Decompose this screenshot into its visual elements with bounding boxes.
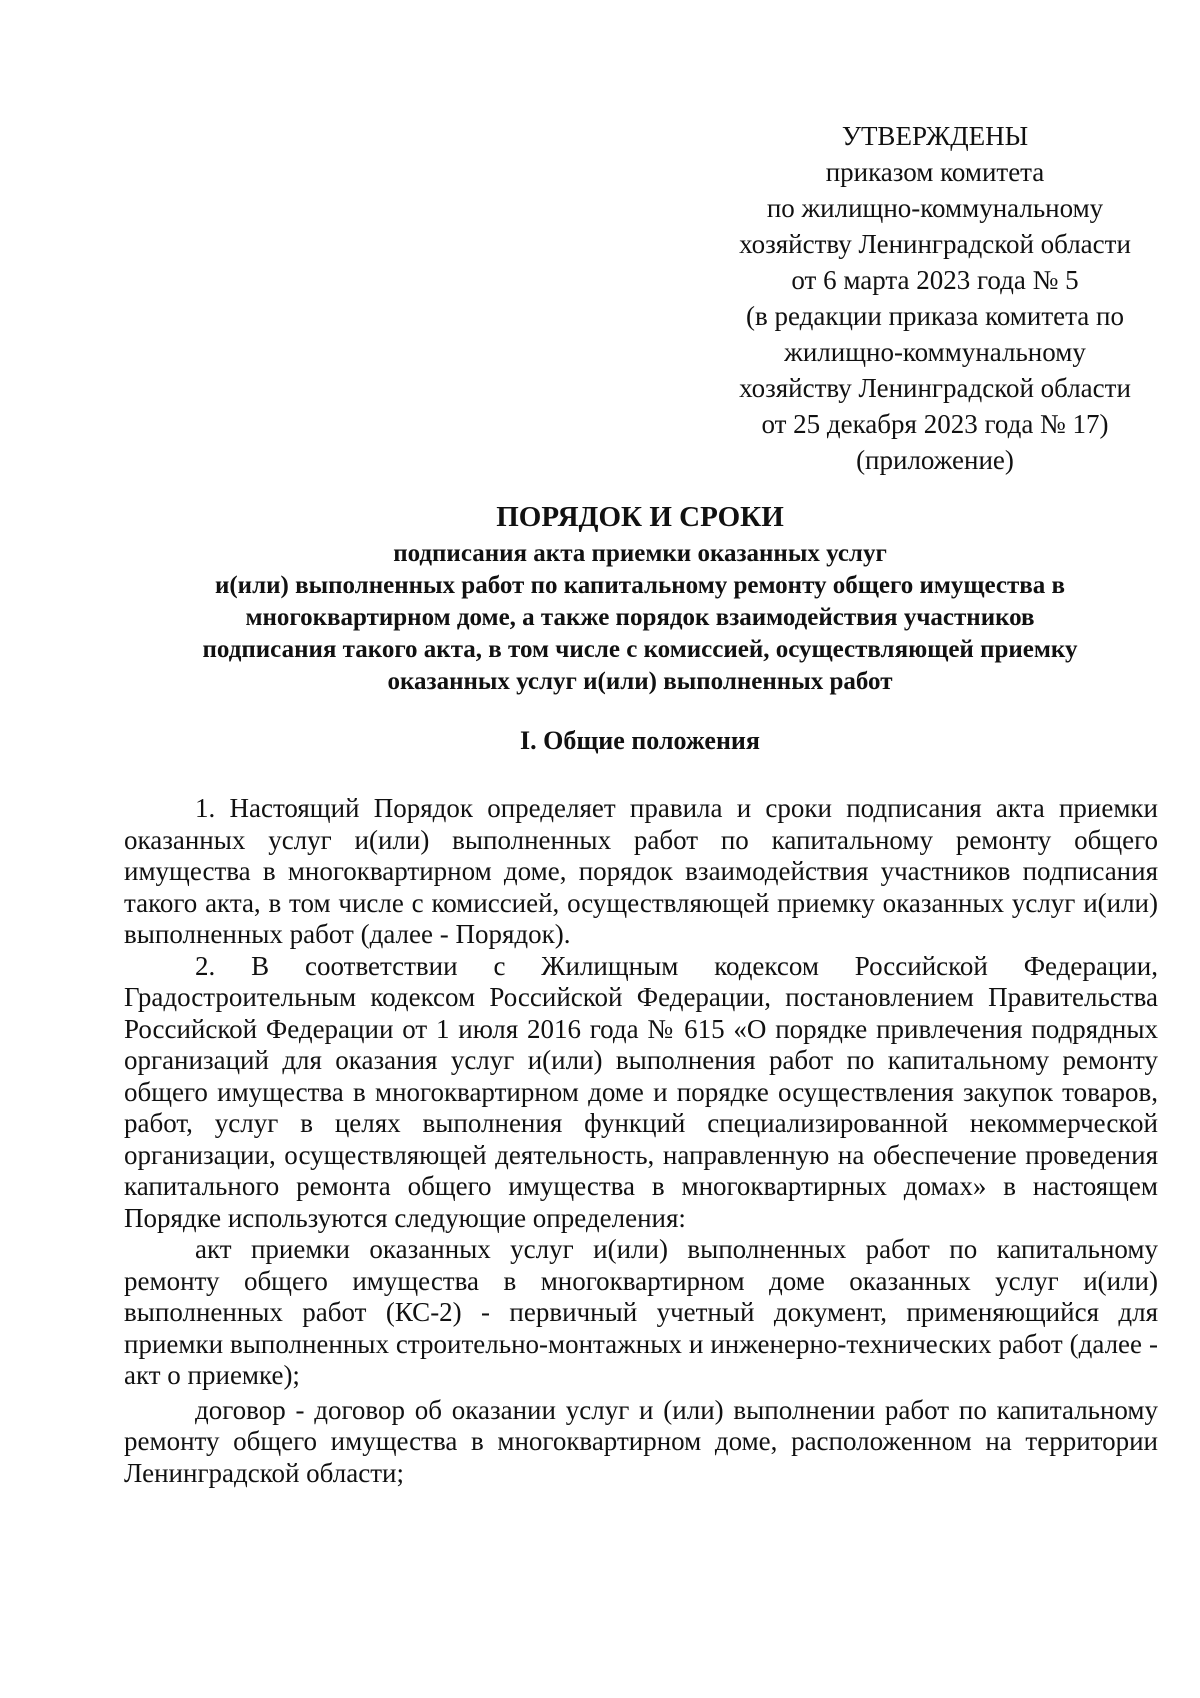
section-heading: I. Общие положения <box>520 726 760 755</box>
approval-line: хозяйству Ленинградской области <box>739 229 1131 259</box>
document-title: ПОРЯДОК И СРОКИ <box>496 501 784 533</box>
approval-line: (приложение) <box>856 445 1014 475</box>
document-body <box>124 793 1158 1489</box>
subtitle-line: и(или) выполненных работ по капитальному ремонту общего имущества в <box>214 572 1066 599</box>
approval-block <box>710 118 1160 478</box>
approval-line: от 25 декабря 2023 года № 17) <box>761 409 1109 439</box>
subtitle-line: оказанных услуг и(или) выполненных работ <box>387 668 893 695</box>
subtitle-line: подписания такого акта, в том числе с комиссией, осуществляющей приемку <box>202 636 1078 663</box>
paragraph: акт приемки оказанных услуг и(или) выполненных работ по капитальному ремонту общего имущества в многоквартирном доме оказанных услуг и(или) выполненных работ (КС-2) - первичный учетный документ, применяющийся для приемки выполненных строительно-монтажных и инженерно-технических работ (далее - акт о приемке); <box>124 1234 1158 1390</box>
approval-line: от 6 марта 2023 года № 5 <box>791 265 1079 295</box>
paragraph: 1. Настоящий Порядок определяет правила и сроки подписания акта приемки оказанных услуг и(или) выполненных работ по капитальному ремонту общего имущества в многоквартирном доме, порядок взаимодействия участников подписания такого акта, в том числе с комиссией, осуществляющей приемку оказанных услуг и(или) выполненных работ (далее - Порядок). <box>124 793 1158 949</box>
document-title-block <box>120 498 1160 698</box>
document-subtitle <box>120 538 1160 698</box>
subtitle-line: многоквартирном доме, а также порядок взаимодействия участников <box>245 604 1035 631</box>
approval-line: приказом комитета <box>825 157 1045 187</box>
paragraph: договор - договор об оказании услуг и (или) выполнении работ по капитальному ремонту общего имущества в многоквартирном доме, расположенном на территории Ленинградской области; <box>124 1394 1158 1488</box>
approval-line: УТВЕРЖДЕНЫ <box>841 121 1029 151</box>
approval-line: (в редакции приказа комитета по <box>746 301 1124 331</box>
paragraph: 2. В соответствии с Жилищным кодексом Российской Федерации, Градостроительным кодексом Российской Федерации, постановлением Правительства Российской Федерации от 1 июля 2016 года № 615 «О порядке привлечения подрядных организаций для оказания услуг и(или) выполнения работ по капитальному ремонту общего имущества в многоквартирном доме и порядке осуществления закупок товаров, работ, услуг в целях выполнения функций специализированной некоммерческой организации, осуществляющей деятельность, направленную на обеспечение проведения капитального ремонта общего имущества в многоквартирных домах» в настоящем Порядке используются следующие определения: <box>124 950 1158 1233</box>
approval-line: по жилищно-коммунальному <box>766 193 1104 223</box>
subtitle-line: подписания акта приемки оказанных услуг <box>393 540 887 567</box>
approval-line: хозяйству Ленинградской области <box>739 373 1131 403</box>
approval-line: жилищно-коммунальному <box>784 337 1086 367</box>
